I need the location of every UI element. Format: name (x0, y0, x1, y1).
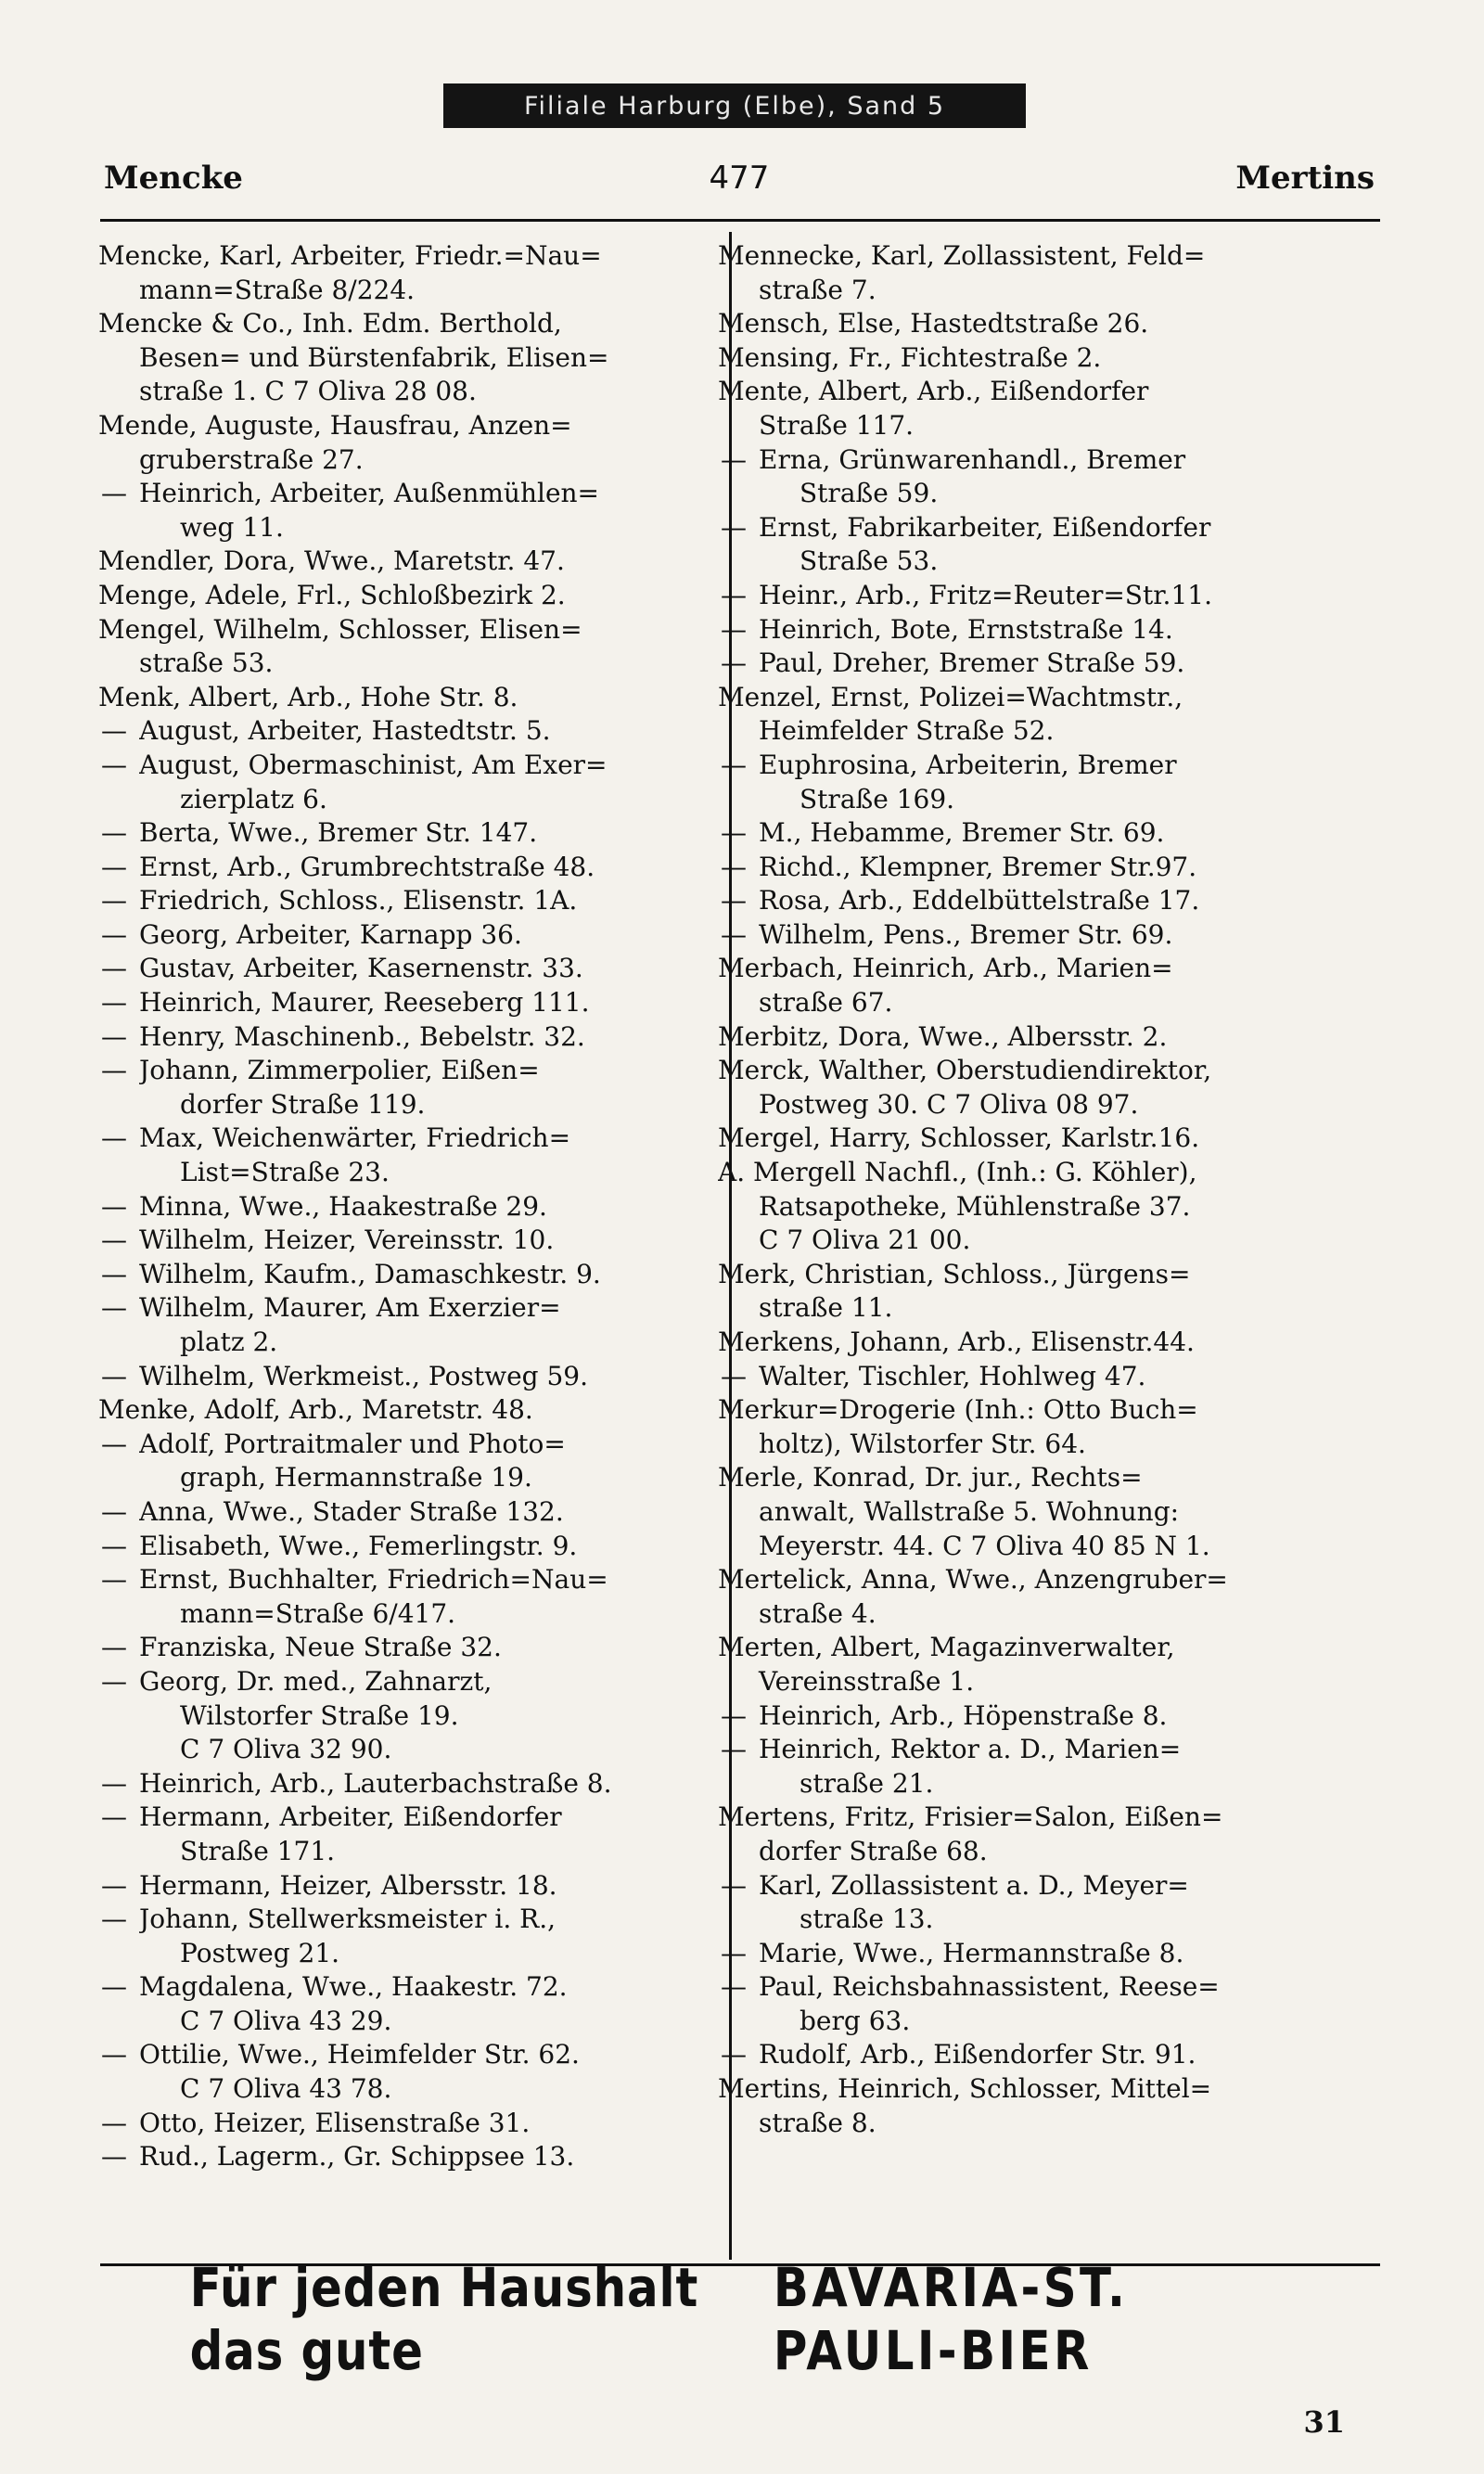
repeat-dash: — (721, 817, 747, 849)
directory-subentry (721, 1970, 1371, 2038)
repeat-dash: — (101, 715, 127, 747)
entry-line: Magdalena, Wwe., Haakestr. 72. (139, 1971, 568, 2003)
entry-line: Paul, Reichsbahnassistent, Reese= (759, 1971, 1220, 2003)
directory-subentry (721, 851, 1371, 885)
directory-entry (98, 613, 751, 681)
entry-line: Karl, Zollassistent a. D., Meyer= (759, 1869, 1189, 1901)
directory-subentry (721, 749, 1371, 816)
directory-entry (718, 952, 1371, 1019)
entry-line: Mengel, Wilhelm, Schlosser, Elisen= (98, 613, 582, 645)
directory-subentry (101, 1360, 751, 1394)
entry-line: Rud., Lagerm., Gr. Schippsee 13. (139, 2141, 575, 2173)
directory-entry (98, 681, 751, 715)
directory-subentry (101, 1563, 751, 1631)
entry-line: straße 4. (759, 1597, 876, 1629)
entry-line: Straße 59. (800, 478, 939, 509)
entry-line: Mende, Auguste, Hausfrau, Anzen= (98, 409, 572, 441)
entry-line: Menge, Adele, Frl., Schloßbezirk 2. (98, 579, 566, 610)
repeat-dash: — (101, 1428, 127, 1459)
entry-line: Richd., Klempner, Bremer Str.97. (759, 851, 1197, 882)
directory-entry (98, 307, 751, 409)
repeat-dash: — (101, 1904, 127, 1935)
directory-subentry (721, 1360, 1371, 1394)
entry-line: C 7 Oliva 21 00. (759, 1224, 971, 1256)
directory-subentry (721, 918, 1371, 953)
entry-line: Erna, Grünwarenhandl., Bremer (759, 443, 1186, 475)
entry-line: Heinrich, Rektor a. D., Marien= (759, 1734, 1182, 1765)
repeat-dash: — (101, 2141, 127, 2173)
entry-line: Minna, Wwe., Haakestraße 29. (139, 1190, 547, 1222)
repeat-dash: — (721, 647, 747, 679)
entry-line: mann=Straße 8/224. (139, 274, 416, 305)
right-column (718, 239, 1371, 2140)
entry-line: Ernst, Fabrikarbeiter, Eißendorfer (759, 511, 1211, 543)
entry-line: Anna, Wwe., Stader Straße 132. (139, 1495, 564, 1527)
entry-line: Wilhelm, Maurer, Am Exerzier= (139, 1292, 561, 1324)
entry-line: Mertins, Heinrich, Schlosser, Mittel= (718, 2073, 1212, 2105)
ad-prefix: Für jeden Haushalt das gute (189, 2256, 699, 2382)
entry-line: C 7 Oliva 43 78. (180, 2073, 392, 2105)
entry-line: Heinrich, Maurer, Reeseberg 111. (139, 987, 590, 1019)
entry-line: Johann, Stellwerksmeister i. R., (139, 1904, 556, 1935)
entry-line: Friedrich, Schloss., Elisenstr. 1A. (139, 885, 578, 917)
repeat-dash: — (721, 1937, 747, 1968)
entry-line: Wilhelm, Pens., Bremer Str. 69. (759, 918, 1173, 950)
repeat-dash: — (101, 851, 127, 882)
entry-line: platz 2. (180, 1327, 278, 1357)
repeat-dash: — (101, 1190, 127, 1222)
header-page-number: 477 (709, 160, 770, 197)
repeat-dash: — (101, 1122, 127, 1154)
entry-line: Otto, Heizer, Elisenstraße 31. (139, 2107, 531, 2138)
repeat-dash: — (101, 1495, 127, 1527)
directory-entry (718, 1258, 1371, 1326)
directory-subentry (101, 952, 751, 986)
header-last-name: Mertins (1235, 160, 1375, 197)
entry-line: Merle, Konrad, Dr. jur., Rechts= (718, 1462, 1143, 1493)
directory-subentry (721, 2038, 1371, 2072)
directory-entry (718, 1801, 1371, 1868)
entry-line: C 7 Oliva 43 29. (180, 2005, 392, 2036)
entry-line: Postweg 21. (180, 1937, 340, 1968)
entry-line: Adolf, Portraitmaler und Photo= (139, 1428, 566, 1459)
entry-line: straße 13. (800, 1904, 934, 1935)
entry-line: Paul, Dreher, Bremer Straße 59. (759, 647, 1185, 679)
directory-subentry (101, 1665, 751, 1767)
repeat-dash: — (101, 817, 127, 849)
entry-line: Ernst, Buchhalter, Friedrich=Nau= (139, 1564, 608, 1596)
entry-line: A. Mergell Nachfl., (Inh.: G. Köhler), (718, 1157, 1197, 1188)
entry-line: Ratsapotheke, Mühlenstraße 37. (759, 1190, 1191, 1222)
entry-line: Mensing, Fr., Fichtestraße 2. (718, 341, 1102, 373)
repeat-dash: — (721, 851, 747, 882)
repeat-dash: — (721, 885, 747, 917)
entry-line: Straße 117. (759, 409, 915, 441)
directory-subentry (101, 884, 751, 918)
entry-line: gruberstraße 27. (139, 443, 364, 475)
directory-subentry (101, 2038, 751, 2106)
directory-subentry (721, 511, 1371, 579)
entry-line: Hermann, Heizer, Albersstr. 18. (139, 1869, 557, 1901)
repeat-dash: — (101, 1292, 127, 1324)
repeat-dash: — (101, 1530, 127, 1561)
repeat-dash: — (721, 1699, 747, 1731)
entry-line: Berta, Wwe., Bremer Str. 147. (139, 817, 538, 849)
entry-line: Merkur=Drogerie (Inh.: Otto Buch= (718, 1394, 1198, 1426)
directory-subentry (101, 1291, 751, 1359)
entry-line: Wilstorfer Straße 19. (180, 1699, 459, 1731)
directory-subentry (101, 918, 751, 953)
entry-line: straße 11. (759, 1292, 893, 1324)
directory-subentry (101, 1020, 751, 1055)
directory-entry (718, 375, 1371, 442)
directory-entry (718, 341, 1371, 376)
entry-line: straße 67. (759, 987, 893, 1019)
directory-entry (98, 239, 751, 307)
repeat-dash: — (101, 1665, 127, 1697)
directory-subentry (101, 1122, 751, 1189)
directory-subentry (101, 1224, 751, 1258)
directory-entry (718, 1393, 1371, 1461)
entry-line: Heinrich, Arb., Lauterbachstraße 8. (139, 1767, 612, 1799)
repeat-dash: — (101, 2107, 127, 2138)
entry-line: Ottilie, Wwe., Heimfelder Str. 62. (139, 2039, 580, 2070)
entry-line: Meyerstr. 44. C 7 Oliva 40 85 N 1. (759, 1530, 1210, 1561)
repeat-dash: — (721, 1869, 747, 1901)
entry-line: Besen= und Bürstenfabrik, Elisen= (139, 341, 609, 373)
entry-line: Ernst, Arb., Grumbrechtstraße 48. (139, 851, 595, 882)
directory-subentry (101, 714, 751, 749)
repeat-dash: — (101, 749, 127, 780)
entry-line: List=Straße 23. (180, 1157, 390, 1188)
entry-line: M., Hebamme, Bremer Str. 69. (759, 817, 1165, 849)
directory-subentry (721, 816, 1371, 851)
directory-subentry (721, 1937, 1371, 1971)
entry-line: Mertelick, Anna, Wwe., Anzengruber= (718, 1564, 1228, 1596)
repeat-dash: — (101, 918, 127, 950)
entry-line: anwalt, Wallstraße 5. Wohnung: (759, 1495, 1180, 1527)
entry-line: Mendler, Dora, Wwe., Maretstr. 47. (98, 545, 565, 577)
entry-line: Heinrich, Bote, Ernststraße 14. (759, 613, 1173, 645)
entry-line: straße 1. C 7 Oliva 28 08. (139, 376, 477, 407)
directory-subentry (101, 851, 751, 885)
repeat-dash: — (101, 1971, 127, 2003)
directory-subentry (101, 2107, 751, 2141)
entry-line: Merk, Christian, Schloss., Jürgens= (718, 1258, 1191, 1289)
repeat-dash: — (721, 1971, 747, 2003)
repeat-dash: — (721, 511, 747, 543)
directory-entry (718, 1054, 1371, 1122)
directory-subentry (721, 1869, 1371, 1937)
entry-line: straße 21. (800, 1767, 934, 1799)
directory-entry (718, 307, 1371, 341)
repeat-dash: — (721, 1360, 747, 1391)
header-rule (100, 219, 1380, 222)
directory-entry (718, 2072, 1371, 2140)
directory-subentry (101, 477, 751, 545)
directory-subentry (101, 749, 751, 816)
entry-line: Merck, Walther, Oberstudiendirektor, (718, 1055, 1212, 1086)
directory-subentry (101, 1903, 751, 1970)
repeat-dash: — (101, 1564, 127, 1596)
entry-line: Vereinsstraße 1. (759, 1665, 975, 1697)
directory-subentry (101, 1767, 751, 1801)
directory-subentry (101, 1495, 751, 1530)
directory-subentry (101, 1631, 751, 1665)
directory-entry (718, 1326, 1371, 1360)
directory-subentry (721, 579, 1371, 613)
repeat-dash: — (101, 885, 127, 917)
directory-subentry (101, 1190, 751, 1224)
entry-line: Menke, Adolf, Arb., Maretstr. 48. (98, 1394, 533, 1426)
repeat-dash: — (101, 1632, 127, 1663)
entry-line: Hermann, Arbeiter, Eißendorfer (139, 1801, 562, 1833)
entry-line: August, Obermaschinist, Am Exer= (139, 749, 608, 780)
entry-line: Mencke, Karl, Arbeiter, Friedr.=Nau= (98, 240, 602, 271)
entry-line: dorfer Straße 68. (759, 1835, 988, 1866)
directory-entry (718, 239, 1371, 307)
directory-subentry (101, 2140, 751, 2174)
repeat-dash: — (721, 613, 747, 645)
repeat-dash: — (101, 953, 127, 984)
entry-line: Merbach, Heinrich, Arb., Marien= (718, 953, 1173, 984)
repeat-dash: — (721, 2039, 747, 2070)
directory-entry (98, 1393, 751, 1428)
entry-line: Mencke & Co., Inh. Edm. Berthold, (98, 308, 562, 340)
directory-subentry (101, 1970, 751, 2038)
entry-line: Mensch, Else, Hastedtstraße 26. (718, 308, 1149, 340)
page-number: 31 (1303, 2404, 1345, 2440)
directory-subentry (721, 443, 1371, 511)
directory-entry (98, 545, 751, 579)
repeat-dash: — (101, 1869, 127, 1901)
directory-subentry (721, 884, 1371, 918)
repeat-dash: — (101, 987, 127, 1019)
entry-line: Merkens, Johann, Arb., Elisenstr.44. (718, 1327, 1195, 1357)
directory-subentry (101, 1428, 751, 1495)
entry-line: Menk, Albert, Arb., Hohe Str. 8. (98, 681, 518, 712)
repeat-dash: — (101, 1020, 127, 1052)
page-header (104, 160, 1375, 204)
directory-subentry (101, 1869, 751, 1904)
entry-line: Mertens, Fritz, Frisier=Salon, Eißen= (718, 1801, 1223, 1833)
repeat-dash: — (101, 1258, 127, 1289)
entry-line: Georg, Dr. med., Zahnarzt, (139, 1665, 493, 1697)
entry-line: mann=Straße 6/417. (180, 1597, 456, 1629)
entry-line: Postweg 30. C 7 Oliva 08 97. (759, 1088, 1139, 1120)
entry-line: Elisabeth, Wwe., Femerlingstr. 9. (139, 1530, 578, 1561)
repeat-dash: — (101, 1360, 127, 1391)
directory-entry (718, 1020, 1371, 1055)
entry-line: Marie, Wwe., Hermannstraße 8. (759, 1937, 1184, 1968)
directory-entry (718, 1156, 1371, 1258)
branch-banner: Filiale Harburg (Elbe), Sand 5 (443, 83, 1026, 128)
directory-entry (98, 579, 751, 613)
repeat-dash: — (101, 1055, 127, 1086)
directory-entry (718, 1563, 1371, 1631)
entry-line: Menzel, Ernst, Polizei=Wachtmstr., (718, 681, 1183, 712)
directory-entry (718, 1461, 1371, 1563)
repeat-dash: — (721, 443, 747, 475)
directory-subentry (101, 1530, 751, 1564)
entry-line: Heimfelder Straße 52. (759, 715, 1055, 747)
entry-line: Walter, Tischler, Hohlweg 47. (759, 1360, 1146, 1391)
directory-subentry (101, 986, 751, 1020)
repeat-dash: — (721, 749, 747, 780)
entry-line: Rosa, Arb., Eddelbüttelstraße 17. (759, 885, 1200, 917)
entry-line: weg 11. (180, 511, 284, 543)
entry-line: Straße 171. (180, 1835, 336, 1866)
directory-subentry (721, 1733, 1371, 1801)
directory-subentry (721, 613, 1371, 647)
entry-line: berg 63. (800, 2005, 911, 2036)
directory-subentry (721, 1699, 1371, 1734)
repeat-dash: — (101, 2039, 127, 2070)
entry-line: Max, Weichenwärter, Friedrich= (139, 1122, 571, 1154)
left-column (98, 239, 751, 2174)
entry-line: Heinrich, Arbeiter, Außenmühlen= (139, 478, 600, 509)
repeat-dash: — (721, 1734, 747, 1765)
entry-line: Mennecke, Karl, Zollassistent, Feld= (718, 240, 1206, 271)
directory-subentry (101, 816, 751, 851)
entry-line: straße 7. (759, 274, 876, 305)
entry-line: Franziska, Neue Straße 32. (139, 1632, 502, 1663)
entry-line: zierplatz 6. (180, 783, 327, 814)
repeat-dash: — (101, 1767, 127, 1799)
entry-line: Heinr., Arb., Fritz=Reuter=Str.11. (759, 579, 1212, 610)
entry-line: Wilhelm, Heizer, Vereinsstr. 10. (139, 1224, 555, 1256)
header-first-name: Mencke (104, 160, 243, 197)
entry-line: graph, Hermannstraße 19. (180, 1462, 532, 1493)
entry-line: dorfer Straße 119. (180, 1088, 426, 1120)
entry-line: straße 53. (139, 647, 274, 679)
directory-subentry (101, 1258, 751, 1292)
entry-line: Merten, Albert, Magazinverwalter, (718, 1632, 1175, 1663)
directory-entry (718, 1122, 1371, 1156)
entry-line: Euphrosina, Arbeiterin, Bremer (759, 749, 1177, 780)
directory-entry (718, 1631, 1371, 1698)
entry-line: Johann, Zimmerpolier, Eißen= (139, 1055, 540, 1086)
directory-subentry (101, 1801, 751, 1868)
directory-entry (718, 681, 1371, 749)
entry-line: Heinrich, Arb., Höpenstraße 8. (759, 1699, 1168, 1731)
repeat-dash: — (101, 1224, 127, 1256)
ad-brand: BAVARIA-ST. PAULI-BIER (773, 2256, 1129, 2382)
entry-line: August, Arbeiter, Hastedtstr. 5. (139, 715, 551, 747)
repeat-dash: — (721, 918, 747, 950)
entry-line: C 7 Oliva 32 90. (180, 1734, 392, 1765)
directory-subentry (721, 647, 1371, 681)
entry-line: straße 8. (759, 2107, 876, 2138)
repeat-dash: — (101, 1801, 127, 1833)
repeat-dash: — (721, 579, 747, 610)
entry-line: Henry, Maschinenb., Bebelstr. 32. (139, 1020, 585, 1052)
directory-subentry (101, 1054, 751, 1122)
entry-line: Mergel, Harry, Schlosser, Karlstr.16. (718, 1122, 1200, 1154)
beer-advertisement (189, 2256, 1291, 2382)
entry-line: Mente, Albert, Arb., Eißendorfer (718, 376, 1149, 407)
entry-line: Merbitz, Dora, Wwe., Albersstr. 2. (718, 1020, 1168, 1052)
entry-line: Georg, Arbeiter, Karnapp 36. (139, 918, 522, 950)
entry-line: Straße 53. (800, 545, 939, 577)
entry-line: Gustav, Arbeiter, Kasernenstr. 33. (139, 953, 583, 984)
entry-line: holtz), Wilstorfer Str. 64. (759, 1428, 1086, 1459)
entry-line: Rudolf, Arb., Eißendorfer Str. 91. (759, 2039, 1196, 2070)
entry-line: Wilhelm, Kaufm., Damaschkestr. 9. (139, 1258, 601, 1289)
repeat-dash: — (101, 478, 127, 509)
entry-line: Wilhelm, Werkmeist., Postweg 59. (139, 1360, 588, 1391)
entry-line: Straße 169. (800, 783, 955, 814)
directory-entry (98, 409, 751, 477)
